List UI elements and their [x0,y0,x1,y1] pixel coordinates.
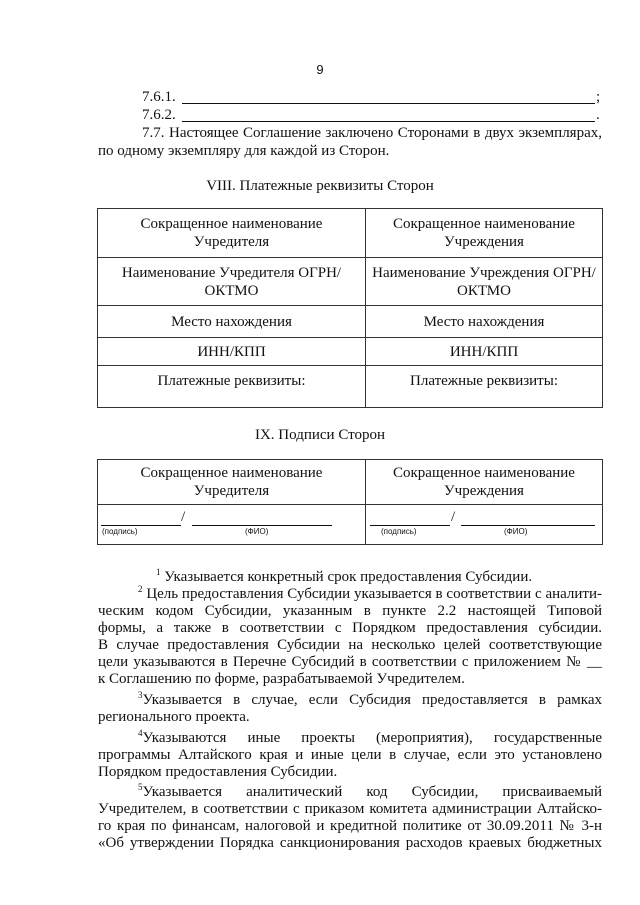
requisites-row [98,366,603,408]
founder-signature-slash: / [181,509,186,525]
section-9-title: IX. Подписи Сторон [254,427,386,443]
footnote-2-line-6: к Соглашению по форме, разрабатываемой Учредителем. [98,671,465,687]
founder-fio-label: (ФИО) [245,527,269,536]
footnote-3-line-2: регионального проекта. [98,709,250,725]
footnote-5-text-2: Учредителем, в соответствии с приказом комитета администрации Алтайско- [98,801,602,817]
founder-signature-line [101,525,181,526]
institution-signature-slash: / [451,509,456,525]
requisites-row [98,258,603,306]
requisites-row [98,209,603,258]
footnote-4-text-2: программы Алтайского края и иные цели в случае, если это установлено [98,747,602,763]
footnote-5-text-1: Указывается аналитический код Субсидии, присваиваемый [142,784,602,800]
clause-7-7-line2: по одному экземпляру для каждой из Сторон. [98,143,390,159]
clause-7-7-line1 [142,125,602,142]
footnote-5-line-4 [98,835,602,852]
clause-7-6-2-end: . [596,107,600,123]
footnote-1-text: Указывается конкретный срок предоставления Субсидии. [164,569,533,585]
requisites-row [98,306,603,338]
signature-institution-header: Сокращенное наименование Учреждения [366,460,603,505]
footnote-5-line-2 [98,801,602,818]
footnote-4-text-1: Указываются иные проекты (мероприятия), государственные [142,730,602,746]
requisites-row [98,338,603,366]
footnote-2-text-4: В случае предоставления Субсидии на несколько целей соответствующие [98,637,602,653]
founder-signature-label: (подпись) [102,527,138,536]
institution-inn-kpp: ИНН/КПП [366,338,603,366]
founder-short-name: Сокращенное наименование Учредителя [98,209,366,258]
clause-7-6-1: 7.6.1. [142,89,176,105]
requisites-table [97,208,603,408]
founder-inn-kpp: ИНН/КПП [98,338,366,366]
footnote-3-mark: 3 [138,690,143,700]
footnote-2-text-1: Цель предоставления Субсидии указывается в соответствии с аналити- [146,586,603,602]
footnote-3-line-1 [138,692,602,709]
footnote-2-line-4 [98,637,602,654]
institution-location: Место нахождения [366,306,603,338]
founder-location: Место нахождения [98,306,366,338]
signature-founder-header: Сокращенное наименование Учредителя [98,460,366,505]
footnote-2-mark: 2 [138,584,143,594]
footnote-5-mark: 5 [138,782,143,792]
footnote-1-mark: 1 [156,567,161,577]
footnote-5-line-3 [98,818,602,835]
footnote-4-line-3: Порядком предоставления Субсидии. [98,764,338,780]
footnote-2-text-3: формы, а также в соответствии с Порядком предоставления субсидии. [98,620,602,636]
footnote-2-text-2: ческим кодом Субсидии, указанным в пункте 2.2 настоящей Типовой [98,603,602,619]
clause-7-6-2: 7.6.2. [142,107,176,123]
institution-short-name: Сокращенное наименование Учреждения [366,209,603,258]
footnote-5-text-4: «Об утверждении Порядка санкционирования расходов краевых бюджетных [98,835,602,851]
footnote-4-line-1 [138,730,602,747]
founder-fio-line [192,525,332,526]
footnote-4-mark: 4 [138,728,143,738]
founder-payment-details: Платежные реквизиты: [98,366,366,408]
footnote-2-line-3 [98,620,602,637]
clause-7-6-1-fill-line [182,103,595,104]
footnote-2-line-5 [98,654,602,671]
institution-signature-label: (подпись) [381,527,417,536]
institution-fio-label: (ФИО) [504,527,528,536]
signatures-header-row [98,460,603,505]
clause-7-7-text1: 7.7. Настоящее Соглашение заключено Сторонами в двух экземплярах, [142,125,602,141]
footnote-2-line-2 [98,603,602,620]
footnote-5-line-1 [138,784,602,801]
footnote-3-text-1: Указывается в случае, если Субсидия предоставляется в рамках [142,692,602,708]
footnote-5-text-3: го края по финансам, налоговой и кредитной политике от 30.09.2011 № 3-н [98,818,602,834]
footnote-1 [156,569,532,586]
page-number: 9 [316,62,324,77]
institution-name-ogrn: Наименование Учреждения ОГРН/ОКТМО [366,258,603,306]
clause-7-6-1-end: ; [596,89,601,105]
footnote-4-line-2 [98,747,602,764]
footnote-2-text-5: цели указываются в Перечне Субсидий в соответствии с приложением № __ [98,654,602,670]
institution-payment-details: Платежные реквизиты: [366,366,603,408]
footnote-2-line-1 [138,586,602,603]
institution-fio-line [461,525,595,526]
institution-signature-line [370,525,450,526]
clause-7-6-2-fill-line [182,121,595,122]
founder-name-ogrn: Наименование Учредителя ОГРН/ОКТМО [98,258,366,306]
section-8-title: VIII. Платежные реквизиты Сторон [206,178,434,194]
